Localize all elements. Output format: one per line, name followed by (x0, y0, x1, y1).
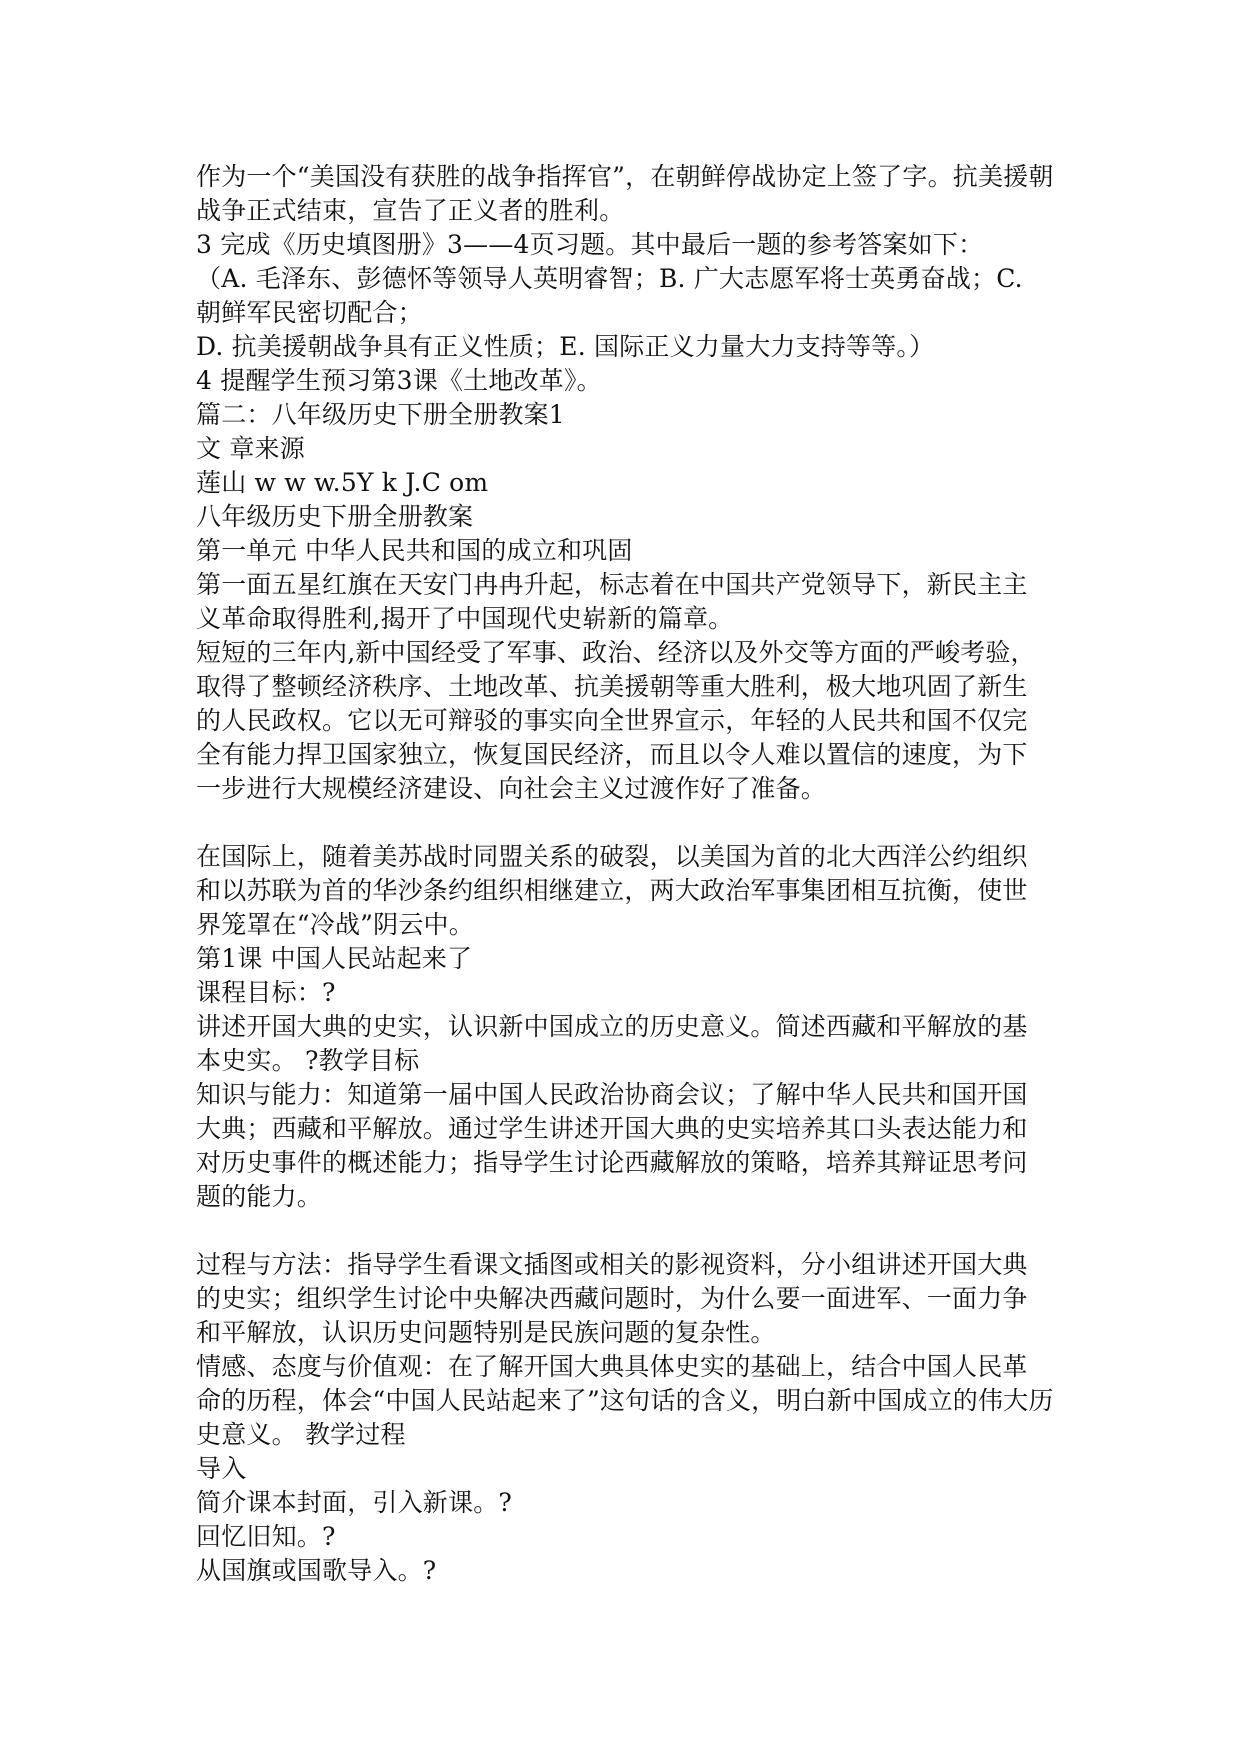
text-line: 知识与能力：知道第一届中国人民政治协商会议；了解中华人民共和国开国 (196, 1080, 1028, 1109)
text-line: 从国旗或国歌导入。? (196, 1556, 437, 1585)
text-line: 导入 (196, 1454, 247, 1483)
text-line: 对历史事件的概述能力；指导学生讨论西藏解放的策略，培养其辩证思考问 (196, 1148, 1028, 1177)
document-title: 八年级历史下册全册教案 (196, 502, 474, 531)
blank-line (196, 1214, 1056, 1248)
text-line: 和以苏联为首的华沙条约组织相继建立，两大政治军事集团相互抗衡，使世 (196, 876, 1028, 905)
text-line: 情感、态度与价值观：在了解开国大典具体史实的基础上，结合中国人民革 (196, 1352, 1028, 1381)
text-line: 朝鲜军民密切配合； (196, 298, 423, 327)
text-line: 界笼罩在“冷战”阴云中。 (196, 910, 474, 939)
unit-heading: 第一单元 中华人民共和国的成立和巩固 (196, 536, 633, 565)
text-line: 战争正式结束，宣告了正义者的胜利。 (196, 196, 625, 225)
text-line: 史意义。 教学过程 (196, 1420, 406, 1449)
text-line: 莲山 w w w.5Y k J.C om (196, 468, 489, 497)
text-line: 命的历程，体会“中国人民站起来了”这句话的含义，明白新中国成立的伟大历 (196, 1386, 1054, 1415)
lesson-heading: 第1课 中国人民站起来了 (196, 944, 473, 973)
text-line: 的人民政权。它以无可辩驳的事实向全世界宣示，年轻的人民共和国不仅完 (196, 706, 1028, 735)
text-line: 短短的三年内,新中国经受了军事、政治、经济以及外交等方面的严峻考验， (196, 638, 1036, 667)
text-line: 讲述开国大典的史实，认识新中国成立的历史意义。简述西藏和平解放的基 (196, 1012, 1028, 1041)
text-line: 文 章来源 (196, 434, 305, 463)
text-line: 回忆旧知。? (196, 1522, 336, 1551)
text-line: 3 完成《历史填图册》3——4页习题。其中最后一题的参考答案如下： (196, 230, 984, 259)
text-line: 过程与方法：指导学生看课文插图或相关的影视资料，分小组讲述开国大典 (196, 1250, 1028, 1279)
text-line: 的史实；组织学生讨论中央解决西藏问题时，为什么要一面进军、一面力争 (196, 1284, 1028, 1313)
text-line: 第一面五星红旗在天安门冉冉升起，标志着在中国共产党领导下，新民主主 (196, 570, 1028, 599)
text-line: 大典；西藏和平解放。通过学生讲述开国大典的史实培养其口头表达能力和 (196, 1114, 1028, 1143)
text-line: （A. 毛泽东、彭德怀等领导人英明睿智；B. 广大志愿军将士英勇奋战；C. (196, 264, 1023, 293)
text-line: 4 提醒学生预习第3课《土地改革》。 (196, 366, 602, 395)
body-text (196, 160, 1056, 1588)
text-line: 题的能力。 (196, 1182, 323, 1211)
text-line: 和平解放，认识历史问题特别是民族问题的复杂性。 (196, 1318, 776, 1347)
text-line: 简介课本封面，引入新课。? (196, 1488, 513, 1517)
text-line: 作为一个“美国没有获胜的战争指挥官”，在朝鲜停战协定上签了字。抗美援朝 (196, 162, 1054, 191)
text-line: 课程目标：? (196, 978, 336, 1007)
text-line: 在国际上，随着美苏战时同盟关系的破裂，以美国为首的北大西洋公约组织 (196, 842, 1028, 871)
text-line: D. 抗美援朝战争具有正义性质；E. 国际正义力量大力支持等等。） (196, 332, 935, 361)
text-line: 一步进行大规模经济建设、向社会主义过渡作好了准备。 (196, 774, 827, 803)
section-heading: 篇二：八年级历史下册全册教案1 (196, 400, 565, 429)
text-line: 全有能力捍卫国家独立，恢复国民经济，而且以令人难以置信的速度，为下 (196, 740, 1028, 769)
text-line: 本史实。 ?教学目标 (196, 1046, 420, 1075)
blank-line (196, 806, 1056, 840)
text-line: 取得了整顿经济秩序、土地改革、抗美援朝等重大胜利，极大地巩固了新生 (196, 672, 1028, 701)
text-line: 义革命取得胜利,揭开了中国现代史崭新的篇章。 (196, 604, 734, 633)
